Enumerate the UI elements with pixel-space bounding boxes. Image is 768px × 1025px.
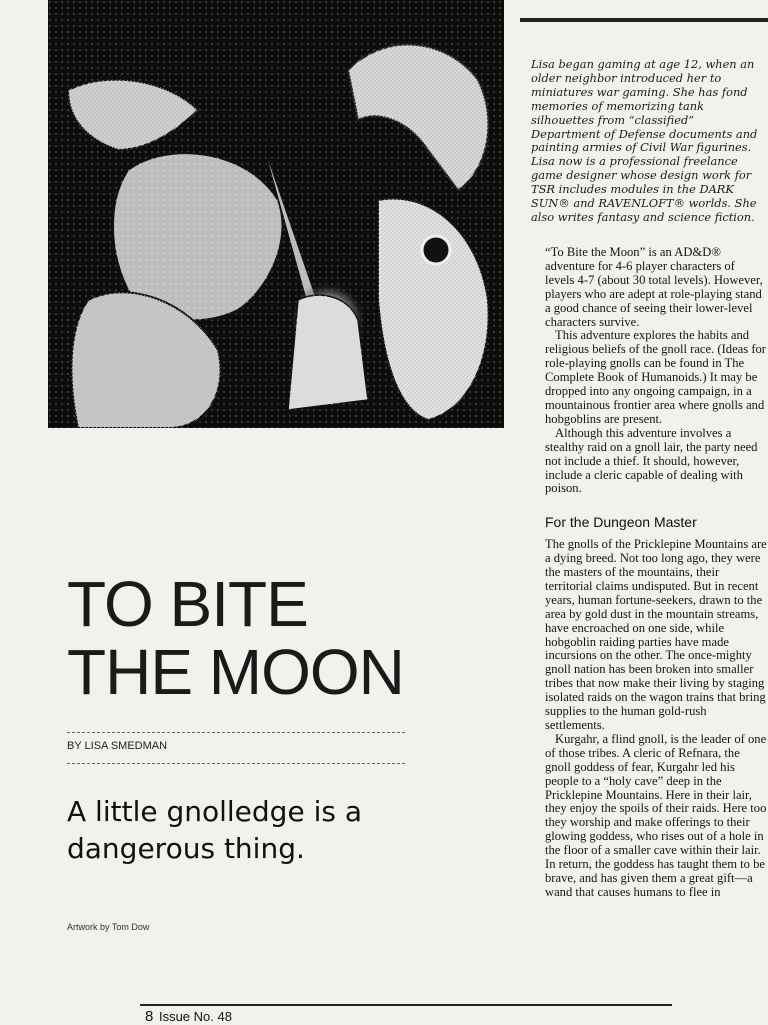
byline: BY LISA SMEDMAN (67, 740, 168, 752)
page-number: 8 (145, 1008, 154, 1025)
issue-label: Issue No. 48 (158, 1009, 232, 1024)
section-paragraph-2: Kurgahr, a flind gnoll, is the leader of one of those tribes. A cleric of Refnara, the gnoll goddess of fear, Kurgahr led his people to a “holy cave” deep in the Pricklepine Mountains. Here in their lair, they enjoy the spoils of their raids. Here too they worship and make offerings to their glowing goddess, who rises out of a hole in the floor of a smaller cave within their lair. In return, the goddess has taught them to be brave, and has given them a great gift—a wand that causes humans to flee in (545, 731, 767, 899)
article-title: TO BITE THE MOON (67, 568, 404, 708)
section-paragraph-1: The gnolls of the Pricklepine Mountains are a dying breed. Not too long ago, they were the masters of the mountains, their territorial claims undisputed. But in recent years, human fortune-seekers, drawn to the area by gold dust in the mountain streams, have encroached on one side, while hobgoblin raiding parties have made incursions on the other. The once-mighty gnoll nation has been broken into smaller tribes that now make their living by staging isolated raids on the wagon trains that bring supplies to the human gold-rush settlements. (545, 537, 767, 732)
footer-rule (140, 1004, 672, 1006)
article-body (545, 246, 767, 900)
top-rule (520, 18, 768, 22)
intro-paragraph-2: This adventure explores the habits and religious beliefs of the gnoll race. (Ideas for role-playing gnolls can be found in The Complete Book of Humanoids.) It may be dropped into any ongoing campaign, in a mountainous frontier area where gnolls and hobgoblins are present. (545, 328, 767, 426)
artwork-credit: Artwork by Tom Dow (67, 922, 150, 932)
author-bio (531, 58, 763, 225)
cover-illustration (48, 0, 504, 428)
intro-paragraph-1: “To Bite the Moon” is an AD&D® adventure for 4-6 player characters of levels 4-7 (about 30 total levels). However, players who are adept at role-playing stand a good chance of seeing their lower-level characters survive. (545, 245, 763, 329)
intro-paragraph-3: Although this adventure involves a stealthy raid on a gnoll lair, the party need not include a thief. It should, however, include a cleric capable of dealing with poison. (545, 425, 758, 496)
title-rule-top (67, 732, 405, 734)
illustration-art (48, 0, 504, 428)
author-bio-text: Lisa began gaming at age 12, when an older neighbor introduced her to miniatures war gaming. She has fond memories of memorizing tank silhouettes from “classified” Department of Defense documents and painting armies of Civil War figurines. Lisa now is a professional freelance game designer whose design work for TSR includes modules in the DARK SUN® and RAVENLOFT® worlds. She also writes fantasy and science fiction. (531, 57, 758, 224)
section-heading: For the Dungeon Master (545, 514, 697, 531)
article-subtitle: A little gnolledge is a dangerous thing. (67, 795, 363, 865)
page-footer (145, 1008, 232, 1025)
title-rule-bottom (67, 763, 405, 765)
